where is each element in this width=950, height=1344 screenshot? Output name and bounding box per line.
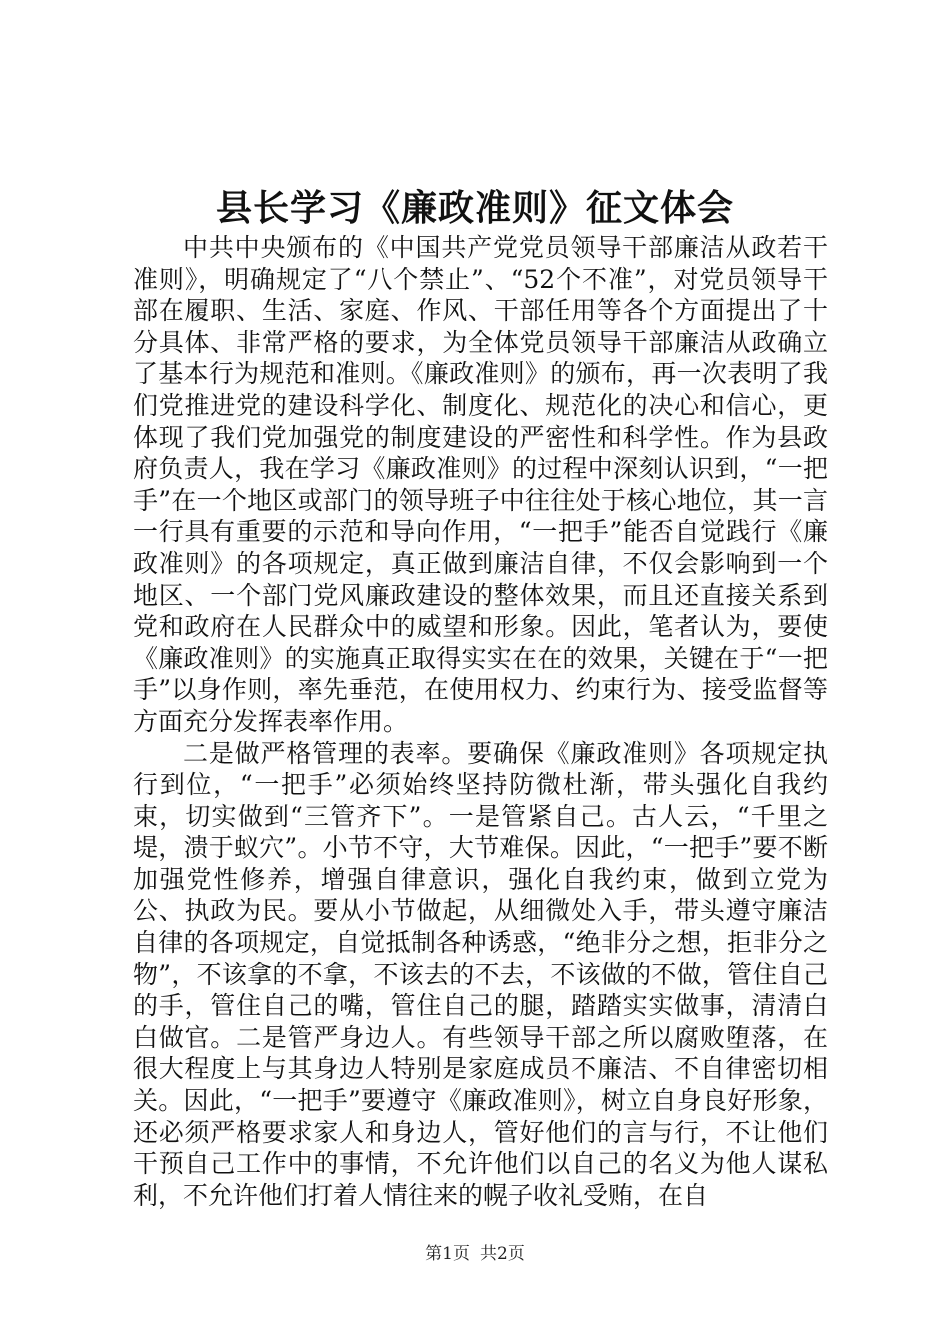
body-paragraph-1: 中共中央颁布的《中国共产党党员领导干部廉洁从政若干准则》，明确规定了“八个禁止”、“52个不准”，对党员领导干部在履职、生活、家庭、作风、干部任用等各个方面提出了十分具体、非常严格的要求，为全体党员领导干部廉洁从政确立了基本行为规范和准则。《廉政准则》的颁布，再一次表明了我们党推进党的建设科学化、制度化、规范化的决心和信心，更体现了我们党加强党的制度建设的严密性和科学性。作为县政府负责人，我在学习《廉政准则》的过程中深刻认识到，“一把手”在一个地区或部门的领导班子中往往处于核心地位，其一言一行具有重要的示范和导向作用，“一把手”能否自觉践行《廉政准则》的各项规定，真正做到廉洁自律，不仅会影响到一个地区、一个部门党风廉政建设的整体效果，而且还直接关系到党和政府在人民群众中的威望和形象。因此，笔者认为，要使《廉政准则》的实施真正取得实实在在的效果，关键在于“一把手”以身作则，率先垂范，在使用权力、约束行为、接受监督等方面充分发挥表率作用。 [133,233,828,736]
body-paragraph-2: 二是做严格管理的表率。要确保《廉政准则》各项规定执行到位，“一把手”必须始终坚持防微杜渐，带头强化自我约束，切实做到“三管齐下”。一是管紧自己。古人云，“千里之堤，溃于蚁穴”。小节不守，大节难保。因此，“一把手”要不断加强党性修养，增强自律意识，强化自我约束，做到立党为公、执政为民。要从小节做起，从细微处入手，带头遵守廉洁自律的各项规定，自觉抵制各种诱惑，“绝非分之想，拒非分之物”，不该拿的不拿，不该去的不去，不该做的不做，管住自己的手，管住自己的嘴，管住自己的腿，踏踏实实做事，清清白白做官。二是管严身边人。有些领导干部之所以腐败堕落，在很大程度上与其身边人特别是家庭成员不廉洁、不自律密切相关。因此，“一把手”要遵守《廉政准则》，树立自身良好形象，还必须严格要求家人和身边人，管好他们的言与行，不让他们干预自己工作中的事情，不允许他们以自己的名义为他人谋私利，不允许他们打着人情往来的幌子收礼受贿，在自 [133,738,828,1210]
page-title: 县长学习《廉政准则》征文体会 [215,187,734,229]
document-body [133,232,828,1211]
page-total: 共2页 [480,1244,525,1264]
page-number: 第1页 [425,1244,470,1264]
page-footer [0,1243,950,1265]
